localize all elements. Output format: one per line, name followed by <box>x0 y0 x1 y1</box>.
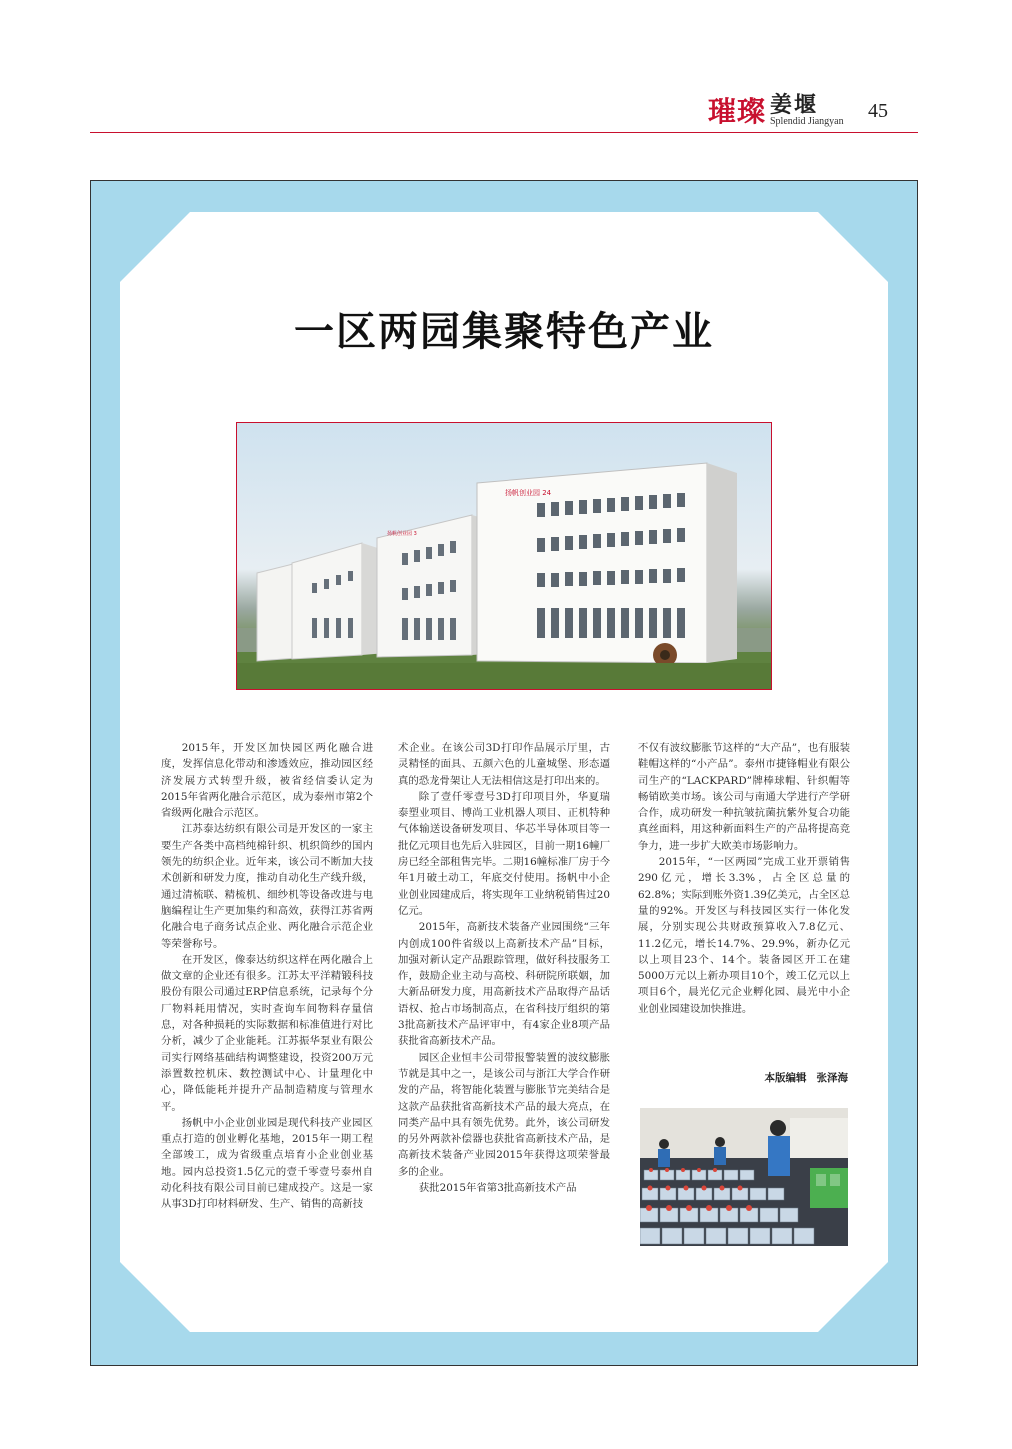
page-header <box>90 88 918 132</box>
paragraph: 在开发区，像泰达纺织这样在两化融合上做文章的企业还有很多。江苏太平洋精锻科技股份有限公司通过ERP信息系统，记录每个分厂物料耗用情况，实时查询车间物料存量信息，对各种损耗的实际数据和标准值进行对比分析，减少了企业能耗。江苏振华泵业有限公司实行网络基础结构调整建设，投资200万元添置数控机床、数控测试中心、计量理化中心，降低能耗并提升产品制造精度与管理水平。 <box>161 953 373 1113</box>
paragraph: 江苏泰达纺织有限公司是开发区的一家主要生产各类中高档纯棉针织、机织筒纱的国内领先的纺织企业。近年来，该公司不断加大技术创新和研发力度，推动自动化生产线升级，通过清梳联、精梳机、细纱机等设备改进与电脑编程让生产更加集约和高效，获得江苏省两化融合电子商务试点企业、两化融合示范企业等荣誉称号。 <box>161 823 373 950</box>
paragraph: 术企业。在该公司3D打印作品展示厅里，古灵精怪的面具、五颜六色的儿童城堡、形态逼真的恐龙骨架让人无法相信这是打印出来的。 <box>398 742 610 787</box>
article-column-3 <box>638 740 850 1017</box>
paragraph: 不仅有波纹膨胀节这样的“大产品”，也有服装鞋帽这样的“小产品”。泰州市捷锋帽业有限公司生产的“LACKPARD”牌棒球帽、针织帽等畅销欧美市场。该公司与南通大学进行产学研合作，成功研发一种抗皱抗菌抗紫外复合功能真丝面料，用这种新面料生产的产品将提高竞争力，进一步扩大欧美市场影响力。 <box>638 742 850 852</box>
paragraph: 2015年，“一区两园”完成工业开票销售290亿元，增长3.3%，占全区总量的62.8%；实际到账外资1.39亿美元，占全区总量的92%。开发区与科技园区实行一体化发展，分别实现公共财政预算收入7.8亿元、11.2亿元，增长14.7%、29.9%，新办亿元以上项目23个、14个。装备园区开工在建5000万元以上新办项目10个，竣工亿元以上项目6个，晨光亿元企业孵化园、晨光中小企业创业园建设加快推进。 <box>638 856 851 1015</box>
building-sign-front: 扬帆创业园 24 <box>505 489 552 497</box>
article-title: 一区两园集聚特色产业 <box>294 308 714 355</box>
paragraph: 2015年，高新技术装备产业园围绕“三年内创成100件省级以上高新技术产品”目标，加强对新认定产品跟踪管理，做好科技服务工作，鼓励企业主动与高校、科研院所联姻，加大新品研发力度，用高新技术产品取得产品话语权、抢占市场制高点，在省科技厅组织的第3批高新技术产品评审中，有4家企业8项产品获批省高新技术产品。 <box>398 921 610 1048</box>
paragraph: 园区企业恒丰公司带报警装置的波纹膨胀节就是其中之一，是该公司与浙江大学合作研发的产品，将智能化装置与膨胀节完美结合是这款产品获批省高新技术产品的最大亮点，在同类产品中具有领先优势。此外，该公司研发的另外两款补偿器也获批省高新技术产品，是高新技术装备产业园2015年获得这项荣誉最多的企业。 <box>398 1051 610 1178</box>
buildings-illustration <box>237 423 771 689</box>
paragraph: 获批2015年省第3批高新技术产品 <box>418 1182 577 1195</box>
paragraph: 除了壹仟零壹号3D打印项目外，华夏瑞泰塑业项目、博尚工业机器人项目、正机特种气体输送设备研发项目、华芯半导体项目等一批亿元项目也先后入驻园区，目前一期16幢厂房已经全部租售完毕。二期16幢标准厂房于今年1月破土动工，年底交付使用。扬帆中小企业创业园建成后，将实现年工业纳税销售过20亿元。 <box>398 790 610 917</box>
paragraph: 扬帆中小企业创业园是现代科技产业园区重点打造的创业孵化基地，2015年一期工程全部竣工，成为省级重点培育小企业创业基地。园内总投资1.5亿元的壹千零壹号泰州自动化科技有限公司目前已建成投产。这是一家从事3D打印材料研发、生产、销售的高新技 <box>161 1116 373 1211</box>
editor-credit <box>638 1070 848 1085</box>
industrial-park-photo <box>236 422 772 690</box>
brand-title-red: 璀璨 <box>708 95 767 128</box>
paragraph: 2015年，开发区加快园区两化融合进度，发挥信息化带动和渗透效应，推动园区经济发展方式转型升级，被省经信委认定为2015年省两化融合示范区，成为泰州市第2个省级两化融合示范区。 <box>161 742 373 820</box>
header-divider <box>90 132 918 133</box>
article-column-1 <box>161 740 373 1213</box>
editor-label: 本版编辑 <box>764 1072 807 1084</box>
factory-floor-photo <box>640 1108 848 1246</box>
page-number: 45 <box>868 100 888 122</box>
workers-illustration <box>640 1108 848 1246</box>
editor-name: 张泽海 <box>816 1072 848 1084</box>
article-column-2 <box>398 740 610 1196</box>
building-sign-second: 扬帆创业园 3 <box>387 531 417 537</box>
brand-title-dark: 姜堰 <box>770 92 819 118</box>
brand-subtitle: Splendid Jiangyan <box>770 116 844 127</box>
